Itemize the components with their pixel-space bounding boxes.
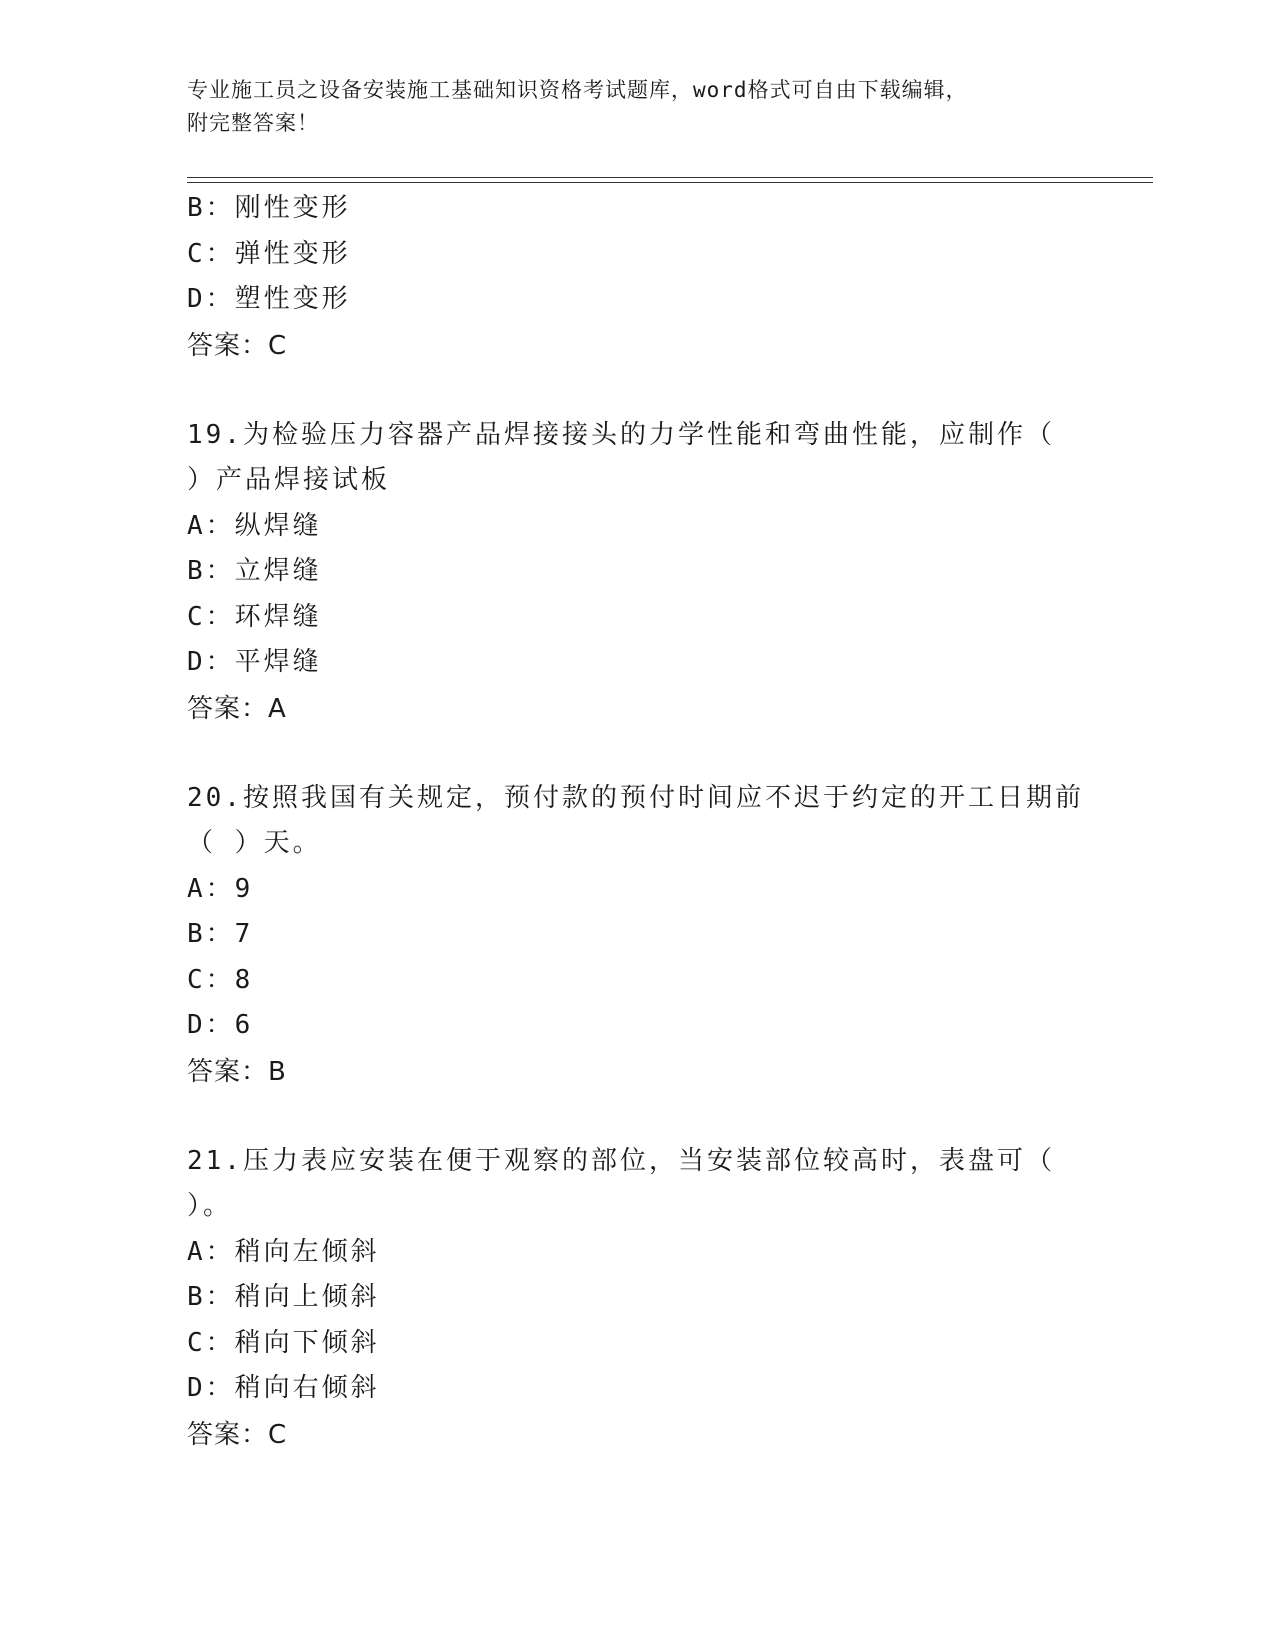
option-c: C：弹性变形 (187, 238, 351, 269)
option-b: B：7 (187, 919, 254, 949)
question-stem: 21.压力表应安装在便于观察的部位，当安装部位较高时，表盘可（ (187, 1145, 1055, 1176)
header-divider-bottom (187, 182, 1153, 183)
option-b: B：立焊缝 (187, 556, 322, 586)
option-a: A：9 (187, 873, 254, 904)
option-c: C：稍向下倾斜 (187, 1327, 380, 1358)
option-d: D：稍向右倾斜 (187, 1373, 380, 1403)
question-18 (187, 186, 1107, 369)
option-d: D：塑性变形 (187, 284, 351, 314)
header-line-1: 专业施工员之设备安装施工基础知识资格考试题库，word格式可自由下载编辑， (187, 78, 968, 102)
option-a: A：稍向左倾斜 (187, 1236, 380, 1267)
option-c: C：环焊缝 (187, 601, 322, 632)
answer: 答案：C (187, 1419, 288, 1450)
question-20 (187, 776, 1107, 1095)
option-d: D：6 (187, 1010, 254, 1040)
question-stem-continued: ）。 (187, 1191, 233, 1221)
question-21 (187, 1139, 1107, 1458)
option-b: B：稍向上倾斜 (187, 1282, 380, 1312)
option-c: C：8 (187, 964, 254, 995)
answer: 答案：B (187, 1056, 287, 1087)
question-19 (187, 413, 1107, 732)
option-b: B：刚性变形 (187, 193, 351, 223)
header-divider-top (187, 177, 1153, 178)
header-line-2: 附完整答案！ (187, 111, 319, 135)
answer: 答案：A (187, 693, 287, 724)
question-list (187, 186, 1107, 1458)
option-a: A：纵焊缝 (187, 510, 322, 541)
answer: 答案：C (187, 330, 288, 361)
option-d: D：平焊缝 (187, 647, 322, 677)
document-header (187, 74, 1087, 140)
question-stem-continued: （ ）天。 (187, 828, 322, 858)
question-stem-continued: ）产品焊接试板 (187, 465, 391, 495)
question-stem: 20.按照我国有关规定，预付款的预付时间应不迟于约定的开工日期前 (187, 782, 1084, 813)
question-stem: 19.为检验压力容器产品焊接接头的力学性能和弯曲性能，应制作（ (187, 419, 1055, 450)
